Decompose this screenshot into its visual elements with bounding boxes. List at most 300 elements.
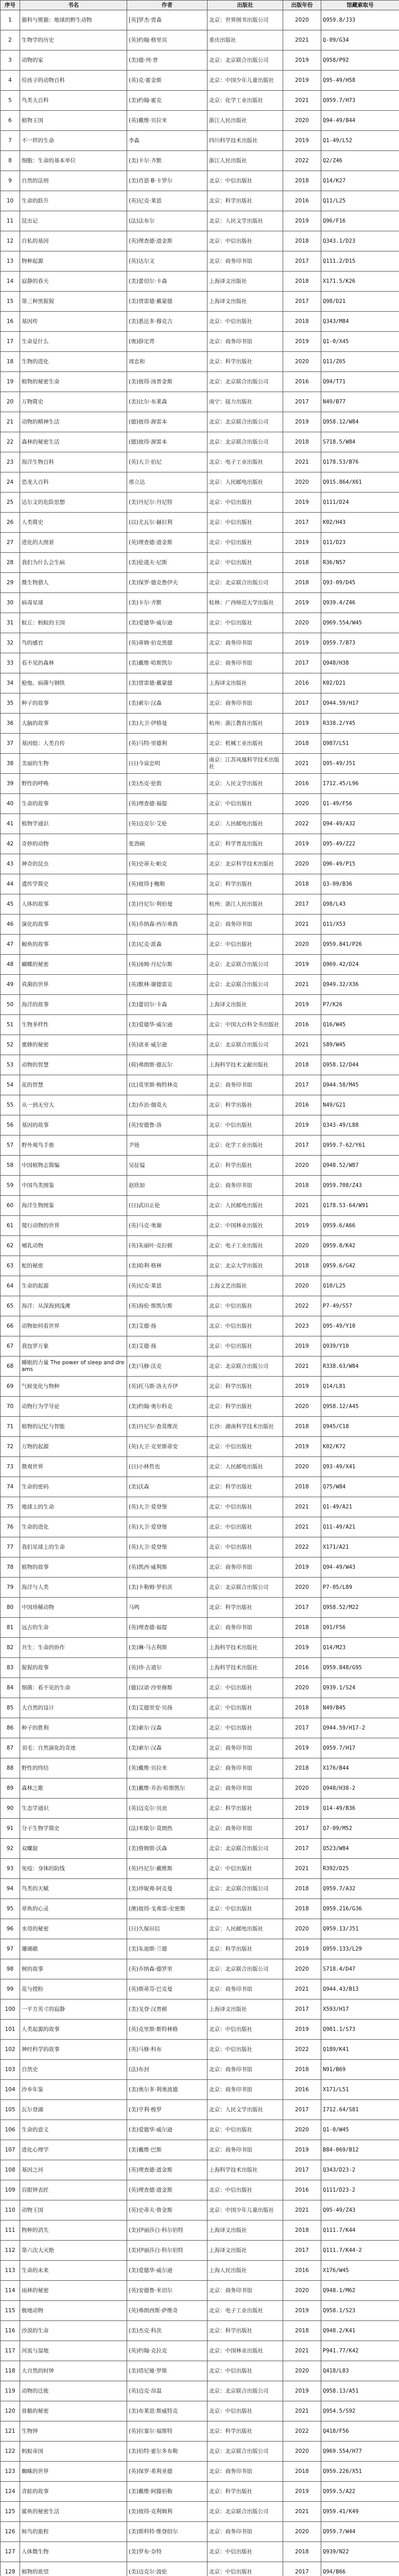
table-row [1, 975, 399, 995]
cell-call-no: Q93-49/X41 [321, 1457, 399, 1477]
cell-title: 生命的进化 [20, 1517, 127, 1537]
cell-year: 2021 [283, 91, 321, 111]
cell-call-no: Q981.1/S73 [321, 2020, 399, 2040]
cell-call-no: Q939/Y10 [321, 1336, 399, 1357]
header-row [1, 1, 399, 10]
table-row [1, 2140, 399, 2160]
cell-call-no: Q959.8/J33 [321, 10, 399, 30]
cell-call-no: N49/G21 [321, 1095, 399, 1115]
cell-no: 125 [1, 2502, 20, 2522]
cell-publisher: 北京：科学普及出版社 [207, 834, 283, 854]
cell-publisher: 杭州：浙江人民出版社 [207, 894, 283, 914]
cell-no: 1 [1, 10, 20, 30]
table-row [1, 2180, 399, 2200]
cell-publisher: 北京：商务印书馆 [207, 2140, 283, 2160]
cell-publisher: 北京：北京联合出版公司 [207, 1839, 283, 1859]
table-row [1, 2522, 399, 2542]
cell-title: 珊瑚礁 [20, 1939, 127, 1959]
header-no: 序号 [1, 1, 20, 10]
cell-call-no: Q1-0/W45 [321, 2120, 399, 2140]
cell-no: 28 [1, 553, 20, 573]
cell-author: (美)詹姆斯·沃森 [127, 1839, 207, 1859]
cell-year: 2016 [283, 673, 321, 693]
cell-year: 2019 [283, 955, 321, 975]
cell-author: (英)乔纳森·西尔弗敦 [127, 914, 207, 935]
cell-year: 2021 [283, 1196, 321, 1216]
cell-call-no: Q959.133/L29 [321, 1939, 399, 1959]
cell-author: (美)沃森 [127, 1477, 207, 1497]
table-row [1, 834, 399, 854]
cell-no: 35 [1, 693, 20, 714]
cell-title: 人体微生物 [20, 2542, 127, 2562]
cell-no: 42 [1, 834, 20, 854]
cell-no: 121 [1, 2421, 20, 2442]
cell-publisher: 北京：商务印书馆 [207, 251, 283, 272]
cell-call-no: Q939.1/S24 [321, 1678, 399, 1698]
cell-author: (美)悉达多·穆克吉 [127, 312, 207, 332]
cell-author: (美)德·列·普 [127, 50, 207, 71]
cell-title: 野性的呼唤 [20, 774, 127, 794]
cell-title: 双螺旋 [20, 1839, 127, 1859]
cell-year: 2021 [283, 1979, 321, 1999]
header-publisher: 出版社 [207, 1, 283, 10]
cell-author: (美)迈克尔·波伦 [127, 2562, 207, 2576]
cell-author: (美)伦道夫·尼斯 [127, 553, 207, 573]
cell-call-no: Q93-09/D45 [321, 573, 399, 593]
table-row [1, 2261, 399, 2281]
cell-publisher: 北京：商务印书馆 [207, 1738, 283, 1758]
cell-publisher: 北京：中信出版社 [207, 935, 283, 955]
cell-call-no: X176/B44 [321, 1758, 399, 1778]
cell-year: 2021 [283, 2502, 321, 2522]
table-row [1, 1196, 399, 1216]
cell-year: 2022 [283, 1296, 321, 1316]
cell-author: (英)安德鲁·洛 [127, 1115, 207, 1136]
cell-title: 动物的精神生活 [20, 412, 127, 432]
cell-title: 大自然的设计 [20, 1698, 127, 1718]
cell-author: (美)肖恩·B·卡罗尔 [127, 171, 207, 191]
cell-title: 沙乡年鉴 [20, 2080, 127, 2100]
cell-year: 2016 [283, 2080, 321, 2100]
cell-call-no: Q958.12/A45 [321, 1397, 399, 1417]
cell-year: 2017 [283, 1075, 321, 1095]
cell-no: 91 [1, 1819, 20, 1839]
cell-author: (美)戈登·汉普顿 [127, 1999, 207, 2020]
table-row [1, 1899, 399, 1919]
cell-call-no: Q91/F56 [321, 1618, 399, 1638]
cell-author: (英)迈克尔·艾伦 [127, 814, 207, 834]
cell-title: 第三种黑猩猩 [20, 292, 127, 312]
cell-publisher: 北京：北京联合出版公司 [207, 50, 283, 71]
cell-publisher: 上海译文出版社 [207, 272, 283, 292]
cell-author: (美)杰克·科茨 [127, 2321, 207, 2341]
cell-publisher: 北京：商务印书馆 [207, 693, 283, 714]
cell-year: 2018 [283, 312, 321, 332]
cell-no: 58 [1, 1156, 20, 1176]
cell-year: 2019 [283, 1939, 321, 1959]
cell-author: (美)卡尔·齐默 [127, 151, 207, 171]
cell-year: 2019 [283, 1799, 321, 1819]
cell-year: 2017 [283, 2100, 321, 2120]
cell-publisher: 北京：北京联合出版公司 [207, 2381, 283, 2401]
cell-title: 免疫：身体的防线 [20, 1859, 127, 1879]
cell-year: 2020 [283, 2120, 321, 2140]
cell-publisher: 上海科学技术出版社 [207, 1638, 283, 1658]
table-row [1, 513, 399, 533]
cell-year: 2021 [283, 1517, 321, 1537]
table-row [1, 1517, 399, 1537]
table-row [1, 1477, 399, 1497]
cell-no: 19 [1, 372, 20, 392]
table-row [1, 1698, 399, 1718]
cell-author: 吴征镒 [127, 1156, 207, 1176]
cell-call-no: Q915.864/X61 [321, 472, 399, 493]
cell-author: (英)理查德·道金斯 [127, 2160, 207, 2180]
cell-publisher: 北京：中信出版社 [207, 2040, 283, 2060]
cell-year: 2018 [283, 553, 321, 573]
cell-title: 物种的消失 [20, 2221, 127, 2241]
table-row [1, 1256, 399, 1276]
table-row [1, 2562, 399, 2576]
cell-no: 18 [1, 352, 20, 372]
cell-publisher: 北京：北京大学出版社 [207, 1256, 283, 1276]
cell-year: 2019 [283, 2301, 321, 2321]
table-row [1, 1598, 399, 1618]
cell-call-no: Q945/C18 [321, 1417, 399, 1437]
cell-no: 93 [1, 1859, 20, 1879]
cell-title: 生命的跃升 [20, 191, 127, 211]
table-row [1, 653, 399, 673]
cell-title: 睡眠的力量 The power of sleep and dreams [20, 1357, 127, 1377]
cell-call-no: Q343.1/D23 [321, 231, 399, 251]
table-row [1, 1457, 399, 1477]
cell-title: 动物的迁徙 [20, 2381, 127, 2401]
cell-publisher: 北京：中信出版社 [207, 1698, 283, 1718]
cell-author: (美)保罗·德克鲁伊夫 [127, 573, 207, 593]
table-row [1, 1075, 399, 1095]
cell-no: 107 [1, 2140, 20, 2160]
cell-title: 植物的秘密生命 [20, 372, 127, 392]
cell-author: (英)约翰·格里宾 [127, 30, 207, 50]
cell-no: 43 [1, 854, 20, 874]
cell-publisher: 北京：北京联合出版公司 [207, 372, 283, 392]
cell-call-no: Q98/D21 [321, 292, 399, 312]
cell-author: (英)理查德·道金斯 [127, 533, 207, 553]
cell-no: 57 [1, 1136, 20, 1156]
cell-author: (英)大卫·伯尼 [127, 452, 207, 472]
cell-publisher: 北京：科学出版社 [207, 1477, 283, 1497]
cell-author: (英)戴维·贝拉米 [127, 111, 207, 131]
cell-no: 87 [1, 1738, 20, 1758]
table-row [1, 2542, 399, 2562]
table-row [1, 1537, 399, 1557]
cell-author: (日)武田正伦 [127, 1196, 207, 1216]
cell-publisher: 北京：北京联合出版公司 [207, 2502, 283, 2522]
cell-call-no: Q75/W84 [321, 1477, 399, 1497]
cell-publisher: 北京：中信出版社 [207, 2401, 283, 2421]
cell-no: 86 [1, 1718, 20, 1738]
cell-publisher: 北京：电子工业出版社 [207, 452, 283, 472]
cell-year: 2021 [283, 1497, 321, 1517]
cell-publisher: 北京：人民文学出版社 [207, 774, 283, 794]
cell-author: (美)丹尼尔·查莫维茨 [127, 1417, 207, 1437]
cell-author: 李淼 [127, 131, 207, 151]
cell-no: 60 [1, 1196, 20, 1216]
cell-author: (美)珍妮弗·阿克曼 [127, 1879, 207, 1899]
cell-year: 2021 [283, 1859, 321, 1879]
cell-publisher: 北京：北京科学技术出版社 [207, 854, 283, 874]
cell-no: 119 [1, 2381, 20, 2401]
cell-author: (美)索尔·汉森 [127, 1738, 207, 1758]
cell-publisher: 北京：中信出版社 [207, 2542, 283, 2562]
cell-year: 2020 [283, 1457, 321, 1477]
cell-publisher: 北京：中国林业出版社 [207, 1216, 283, 1236]
cell-publisher: 北京：化学工业出版社 [207, 1136, 283, 1156]
cell-author: (英)马克·奥谢 [127, 1216, 207, 1236]
cell-no: 8 [1, 151, 20, 171]
cell-title: 候鸟的旅程 [20, 2522, 127, 2542]
cell-no: 117 [1, 2341, 20, 2361]
cell-publisher: 北京：商务印书馆 [207, 914, 283, 935]
cell-call-no: Q948/H38-2 [321, 1778, 399, 1799]
cell-title: 生物多样性 [20, 1015, 127, 1035]
cell-publisher: 北京：商务印书馆 [207, 653, 283, 673]
cell-call-no: Q96/F16 [321, 211, 399, 231]
table-row [1, 794, 399, 814]
cell-call-no: Q10/L25 [321, 1276, 399, 1296]
cell-call-no: Q95-49/H58 [321, 71, 399, 91]
cell-title: 动物的家 [20, 50, 127, 71]
cell-year: 2020 [283, 1959, 321, 1979]
cell-year: 2020 [283, 1778, 321, 1799]
cell-no: 62 [1, 1236, 20, 1256]
cell-title: 自私的基因 [20, 231, 127, 251]
cell-year: 2019 [283, 1557, 321, 1578]
cell-title: 野外观鸟手册 [20, 1136, 127, 1156]
table-row [1, 2462, 399, 2482]
cell-publisher: 北京：人民文学出版社 [207, 2100, 283, 2120]
cell-title: 美丽的生物 [20, 754, 127, 774]
table-row [1, 1758, 399, 1778]
table-row [1, 1979, 399, 1999]
table-row [1, 1819, 399, 1839]
table-row [1, 472, 399, 493]
cell-title: 遗传学简史 [20, 874, 127, 894]
cell-no: 30 [1, 593, 20, 613]
table-row [1, 1397, 399, 1417]
table-row [1, 1879, 399, 1899]
cell-no: 27 [1, 533, 20, 553]
cell-call-no: Q959.848/G95 [321, 1658, 399, 1678]
table-row [1, 2321, 399, 2341]
cell-no: 111 [1, 2221, 20, 2241]
cell-call-no: N49/B77 [321, 392, 399, 412]
cell-author: (英)凯西·威利斯 [127, 1557, 207, 1578]
cell-no: 40 [1, 794, 20, 814]
cell-title: 生态学通识 [20, 1799, 127, 1819]
cell-year: 2020 [283, 1236, 321, 1256]
cell-author: (德)彼得·渥雷本 [127, 432, 207, 452]
cell-call-no: Q948/H38 [321, 653, 399, 673]
cell-title: 基因传 [20, 312, 127, 332]
cell-publisher: 北京：商务印书馆 [207, 2080, 283, 2100]
cell-call-no: S718.5/W84 [321, 432, 399, 452]
cell-call-no: Q-09/G34 [321, 30, 399, 50]
cell-no: 9 [1, 171, 20, 191]
cell-year: 2017 [283, 1598, 321, 1618]
cell-title: 野性的终结 [20, 1758, 127, 1778]
cell-no: 92 [1, 1839, 20, 1859]
cell-author: (法)法布尔 [127, 211, 207, 231]
cell-no: 74 [1, 1477, 20, 1497]
cell-year: 2020 [283, 2281, 321, 2301]
cell-author: (美)戴维·哈斯凯尔 [127, 653, 207, 673]
table-row [1, 714, 399, 734]
cell-year: 2020 [283, 1156, 321, 1176]
table-row [1, 1276, 399, 1296]
cell-call-no: S718.4/D47 [321, 1959, 399, 1979]
cell-call-no: X171.5/K26 [321, 272, 399, 292]
table-row [1, 2221, 399, 2241]
cell-year: 2017 [283, 2160, 321, 2180]
cell-call-no: Q343/D23-2 [321, 2160, 399, 2180]
cell-call-no: Q954.5/S92 [321, 2401, 399, 2421]
cell-call-no: Q11-49/A21 [321, 1517, 399, 1537]
cell-publisher: 浙江人民出版社 [207, 151, 283, 171]
cell-author: (美)伯特·霍尔多布勒 [127, 2442, 207, 2462]
cell-no: 14 [1, 272, 20, 292]
table-row [1, 2241, 399, 2261]
cell-author: (美)艾德·扬 [127, 1316, 207, 1336]
cell-year: 2019 [283, 71, 321, 91]
table-row [1, 91, 399, 111]
cell-publisher: 四川科学技术出版社 [207, 131, 283, 151]
cell-no: 127 [1, 2542, 20, 2562]
cell-year: 2019 [283, 1216, 321, 1236]
cell-author: (英)蒂姆·伯克黑德 [127, 633, 207, 653]
cell-year: 2019 [283, 2482, 321, 2502]
table-row [1, 131, 399, 151]
cell-title: 青蛙的故事 [20, 2482, 127, 2502]
cell-publisher: 北京：北京联合出版公司 [207, 573, 283, 593]
table-row [1, 593, 399, 613]
cell-call-no: K02/H43 [321, 513, 399, 533]
cell-author: (奥)薛定谔 [127, 332, 207, 352]
cell-no: 88 [1, 1758, 20, 1778]
header-author: 作者 [127, 1, 207, 10]
cell-call-no: Q939/N22 [321, 2542, 399, 2562]
cell-author: (美)塔尼娅·罗斯 [127, 2361, 207, 2381]
cell-year: 2018 [283, 1176, 321, 1196]
cell-no: 25 [1, 493, 20, 513]
cell-title: 海洋生物图鉴 [20, 1196, 127, 1216]
table-row [1, 1678, 399, 1698]
cell-call-no: X593/H17 [321, 1999, 399, 2020]
cell-year: 2019 [283, 714, 321, 734]
cell-title: 真菌的世界 [20, 975, 127, 995]
cell-title: 人体的故事 [20, 894, 127, 914]
table-row [1, 1316, 399, 1336]
cell-year: 2018 [283, 1417, 321, 1437]
cell-year: 2021 [283, 914, 321, 935]
cell-author: (英)尼克·莱恩 [127, 191, 207, 211]
cell-author: (美)蕾切尔·卡森 [127, 272, 207, 292]
cell-publisher: 北京：人民文学出版社 [207, 211, 283, 231]
cell-publisher: 北京：商务印书馆 [207, 2281, 283, 2301]
cell-author: (英)大卫·爱登堡 [127, 1537, 207, 1557]
cell-publisher: 北京：北京联合出版公司 [207, 1879, 283, 1899]
cell-publisher: 杭州：浙江教育出版社 [207, 714, 283, 734]
cell-title: 万物的起源 [20, 1437, 127, 1457]
cell-publisher: 北京：中信出版社 [207, 1517, 283, 1537]
cell-call-no: Q959.13/J51 [321, 1919, 399, 1939]
cell-call-no: P941.77/K42 [321, 2341, 399, 2361]
cell-title: 羽毛：自然演化的奇迹 [20, 1738, 127, 1758]
cell-no: 29 [1, 573, 20, 593]
cell-year: 2019 [283, 50, 321, 71]
cell-no: 56 [1, 1115, 20, 1136]
cell-year: 2020 [283, 1678, 321, 1698]
cell-no: 16 [1, 312, 20, 332]
cell-author: (英)大卫·爱登堡 [127, 1497, 207, 1517]
cell-publisher: 北京：商务印书馆 [207, 1758, 283, 1778]
cell-publisher: 北京：中信出版社 [207, 2120, 283, 2140]
cell-year: 2017 [283, 513, 321, 533]
cell-publisher: 北京：商务印书馆 [207, 1176, 283, 1196]
table-row [1, 2361, 399, 2381]
cell-call-no: Q959.41/K49 [321, 2502, 399, 2522]
cell-publisher: 北京：商务印书馆 [207, 633, 283, 653]
cell-call-no: Q95-49/J51 [321, 754, 399, 774]
cell-year: 2021 [283, 975, 321, 995]
cell-no: 84 [1, 1678, 20, 1698]
cell-call-no: Q959.216/G36 [321, 1899, 399, 1919]
table-row [1, 914, 399, 935]
table-row [1, 1015, 399, 1035]
table-header [1, 1, 399, 10]
table-row [1, 1919, 399, 1939]
table-row [1, 151, 399, 171]
cell-year: 2018 [283, 272, 321, 292]
table-row [1, 693, 399, 714]
table-row [1, 352, 399, 372]
cell-year: 2020 [283, 935, 321, 955]
cell-author: (英)彼得·J·鲍勒 [127, 874, 207, 894]
cell-title: 基因之河 [20, 2160, 127, 2180]
cell-publisher: 北京：中信出版社 [207, 1336, 283, 1357]
cell-author: (英)史蒂夫·帕克 [127, 854, 207, 874]
cell-no: 34 [1, 673, 20, 693]
cell-title: 细胞：生命的基本单位 [20, 151, 127, 171]
table-row [1, 2200, 399, 2221]
cell-no: 70 [1, 1397, 20, 1417]
cell-call-no: Q959.841/P26 [321, 935, 399, 955]
cell-no: 64 [1, 1276, 20, 1296]
cell-year: 2018 [283, 2060, 321, 2080]
cell-call-no: Q2/Z46 [321, 151, 399, 171]
cell-title: 昆虫记 [20, 211, 127, 231]
cell-publisher: 北京：中信出版社 [207, 1718, 283, 1738]
cell-author: (英)尼克·莱恩 [127, 1276, 207, 1296]
cell-year: 2018 [283, 2221, 321, 2241]
cell-year: 2019 [283, 593, 321, 613]
table-row [1, 432, 399, 452]
cell-call-no: Q418/L83 [321, 2361, 399, 2381]
cell-title: 海洋生物百科 [20, 452, 127, 472]
cell-title: 植物的故事 [20, 1557, 127, 1578]
cell-title: 病毒星球 [20, 593, 127, 613]
cell-title: 达尔文的危险思想 [20, 493, 127, 513]
